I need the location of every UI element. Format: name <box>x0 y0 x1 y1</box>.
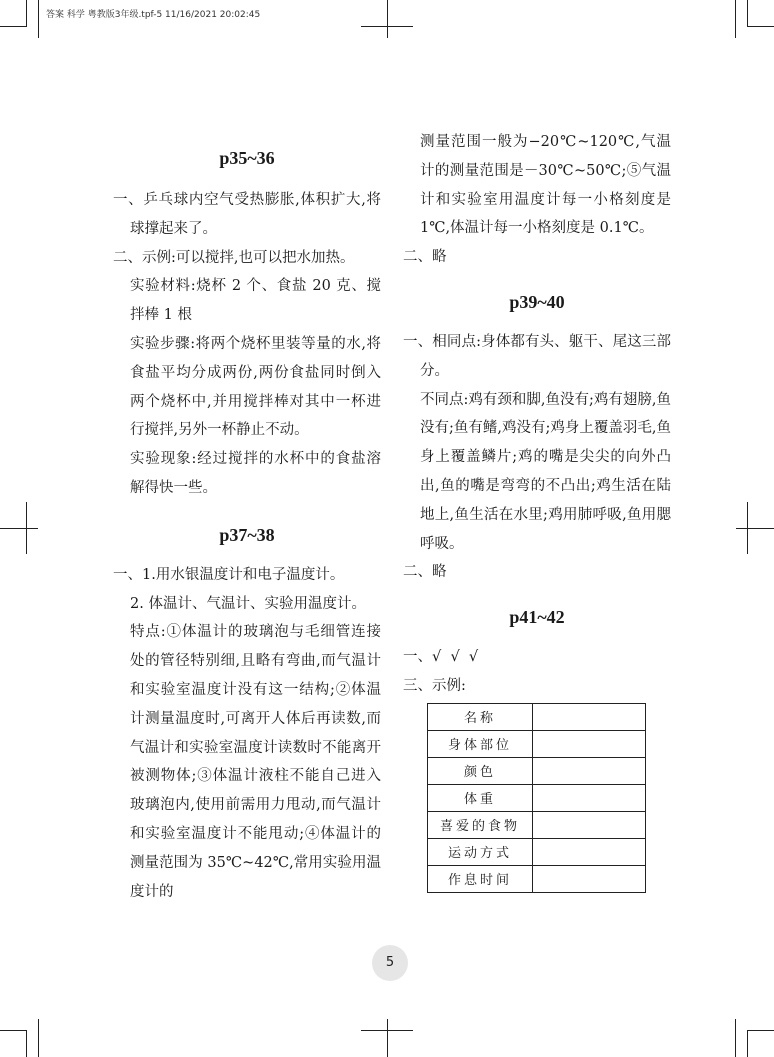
table-cell-blank <box>533 838 646 865</box>
section-title-p39-40: p39~40 <box>509 291 565 312</box>
table-cell-label: 喜爱的食物 <box>428 811 533 838</box>
crop-mark <box>747 0 748 26</box>
section-title-p35-36: p35~36 <box>219 148 275 168</box>
table-cell-label: 颜色 <box>428 757 533 784</box>
answer-paragraph: 测量范围一般为−20℃~120℃,气温计的测量范围是－30℃~50℃;⑤气温计和实验室用温度计每一小格刻度是 1℃,体温计每一小格刻度是 0.1℃。 <box>420 134 671 237</box>
table-cell-blank <box>533 865 646 892</box>
crop-mark <box>38 0 39 38</box>
answer-paragraph: 一、乒乓球内空气受热膨胀,体积扩大,将球撑起来了。 <box>113 192 381 237</box>
answer-paragraph: 一、1.用水银温度计和电子温度计。 <box>113 566 345 583</box>
table-cell-label: 作息时间 <box>428 865 533 892</box>
answer-paragraph: 特点:①体温计的玻璃泡与毛细管连接处的管径特别细,且略有弯曲,而气温计和实验室温度计没有这一结构;②体温计测量温度时,可离开人体后再读数,而气温计和实验室温度计读数时不能离开被测物体;③体温计液柱不能自己进入玻璃泡内,使用前需用力甩动,而气温计和实验室温度计不能甩动;④体温计的测量范围为 35℃~42℃,常用实验用温度计的 <box>130 624 381 900</box>
table-row <box>428 838 646 865</box>
crop-mark <box>387 1019 388 1057</box>
answer-paragraph: 三、示例: <box>403 677 466 694</box>
table-row <box>428 811 646 838</box>
crop-mark <box>747 1030 774 1031</box>
table-cell-blank <box>533 703 646 730</box>
answer-paragraph: 实验步骤:将两个烧杯里装等量的水,将食盐平均分成两份,两份食盐同时倒入两个烧杯中,并用搅拌棒对其中一杯进行搅拌,另外一杯静止不动。 <box>130 335 381 439</box>
example-table <box>427 703 646 893</box>
table-cell-blank <box>533 811 646 838</box>
crop-mark <box>38 1019 39 1057</box>
crop-mark <box>735 0 736 38</box>
table-row <box>428 865 646 892</box>
table-row <box>428 703 646 730</box>
crop-mark <box>26 1031 27 1057</box>
crop-mark <box>747 1031 748 1057</box>
table-row <box>428 784 646 811</box>
table-cell-label: 名称 <box>428 703 533 730</box>
table-cell-label: 体重 <box>428 784 533 811</box>
answer-paragraph: 二、示例:可以搅拌,也可以把水加热。 <box>113 249 355 266</box>
table-row <box>428 757 646 784</box>
answer-paragraph: 一、√ √ √ <box>403 649 479 666</box>
crop-mark <box>0 26 27 27</box>
answer-paragraph: 二、略 <box>403 564 447 581</box>
crop-mark <box>735 1019 736 1057</box>
answer-paragraph: 不同点:鸡有颈和脚,鱼没有;鸡有翅膀,鱼没有;鱼有鳍,鸡没有;鸡身上覆盖羽毛,鱼身上覆盖鳞片;鸡的嘴是尖尖的向外凸出,鱼的嘴是弯弯的不凸出;鸡生活在陆地上,鱼生活在水里;鸡用肺呼吸,鱼用腮呼吸。 <box>420 391 671 552</box>
crop-mark <box>0 528 38 529</box>
table-cell-blank <box>533 784 646 811</box>
table-cell-label: 身体部位 <box>428 730 533 757</box>
left-column <box>113 128 381 906</box>
answer-paragraph: 2. 体温计、气温计、实验用温度计。 <box>130 595 366 612</box>
answer-paragraph: 实验现象:经过搅拌的水杯中的食盐溶解得快一些。 <box>130 451 381 496</box>
answer-paragraph: 二、略 <box>403 249 447 266</box>
crop-mark <box>747 502 748 554</box>
answer-paragraph: 实验材料:烧杯 2 个、食盐 20 克、搅拌棒 1 根 <box>130 278 381 324</box>
crop-mark <box>387 0 388 38</box>
section-title-p37-38: p37~38 <box>219 524 275 545</box>
crop-mark <box>26 0 27 26</box>
table-cell-blank <box>533 730 646 757</box>
table-cell-label: 运动方式 <box>428 838 533 865</box>
table-row <box>428 730 646 757</box>
crop-mark <box>747 26 774 27</box>
page-number-badge: 5 <box>372 945 408 981</box>
right-column <box>403 128 671 893</box>
crop-mark <box>0 1030 27 1031</box>
table-cell-blank <box>533 757 646 784</box>
crop-mark <box>26 502 27 554</box>
print-header: 答案 科学 粤教版3年级.tpf-5 11/16/2021 20:02:45 <box>46 10 261 20</box>
answer-paragraph: 一、相同点:身体都有头、躯干、尾这三部分。 <box>403 333 671 379</box>
crop-mark <box>736 528 774 529</box>
section-title-p41-42: p41~42 <box>509 607 565 628</box>
